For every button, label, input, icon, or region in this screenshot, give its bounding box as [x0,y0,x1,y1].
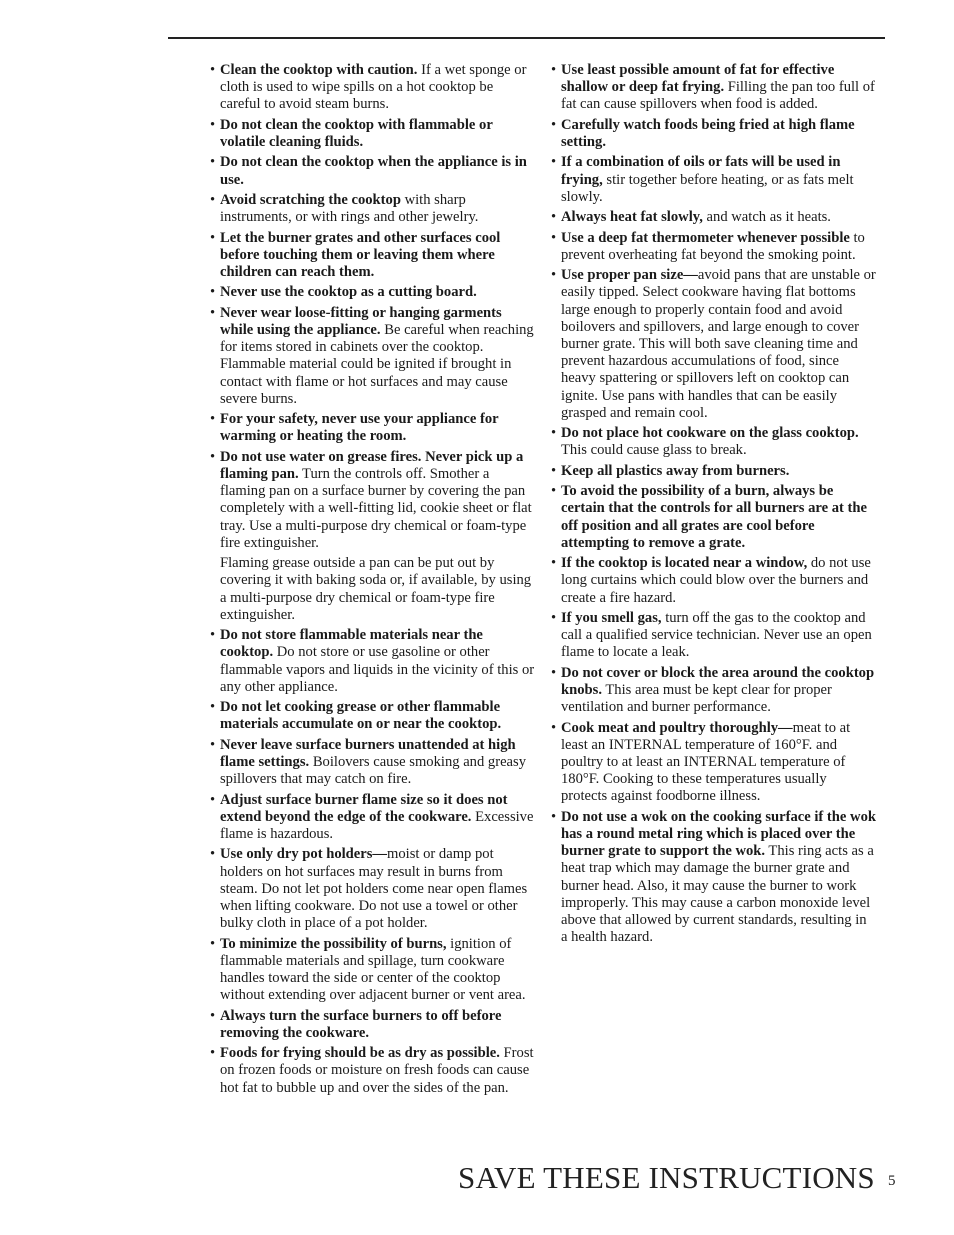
safety-item [551,267,876,422]
item-lead: To avoid the possibility of a burn, always be certain that the controls for all burners are at the off position and all grates are cool before attempting to remove a grate. [561,483,868,551]
bullet-icon: • [210,411,216,428]
bullet-icon: • [551,719,557,736]
item-lead: Always turn the surface burners to off before removing the cookware. [220,1007,502,1041]
item-text: moist or damp pot holders on hot surfaces may result in burns from steam. Do not let pot holders come near open flames when lifting cookware. Do not use a towel or other bulky cloth in place of a pot holder. [220,846,528,932]
item-text: stir together before heating, or as fats melt slowly. [561,171,854,205]
safety-item [551,62,876,114]
grease-paragraph: Flaming grease outside a pan can be put out by covering it with baking soda or, if available, by using a multi-purpose dry chemical or foam-type fire extinguisher. [220,555,532,623]
safety-item [551,463,876,480]
item-lead: Never use the cooktop as a cutting board. [220,284,477,301]
item-text: to prevent overheating fat beyond the smoking point. [561,229,865,263]
item-lead: Always heat fat slowly, [561,209,703,226]
item-lead: Do not store flammable materials near the cooktop. [220,627,483,661]
item-lead: For your safety, never use your appliance for warming or heating the room. [220,411,499,445]
safety-item [551,154,876,206]
safety-item [210,117,536,151]
safety-item [210,936,536,1005]
item-text: Frost on frozen foods or moisture on fresh foods can cause hot fat to bubble up and over the sides of the pan. [220,1045,534,1096]
item-lead: Do not place hot cookware on the glass cooktop. [561,425,859,442]
safety-item [551,665,876,717]
safety-item [210,305,536,408]
bullet-icon: • [551,483,557,500]
bullet-icon: • [551,116,557,133]
bullet-icon: • [210,1045,216,1062]
item-lead: If a combination of oils or fats will be used in frying, [561,154,841,188]
bullet-icon: • [551,209,557,226]
safety-item [210,154,536,188]
bullet-icon: • [210,736,216,753]
item-text: This could cause glass to break. [561,442,747,459]
item-lead: Clean the cooktop with caution. [220,62,418,78]
item-lead: Do not let cooking grease or other flammable materials accumulate on or near the cooktop. [220,699,502,733]
item-lead: Do not cover or block the area around the cooktop knobs. [561,664,875,698]
safety-item [551,555,876,607]
bullet-icon: • [210,699,216,716]
item-lead: Do not use water on grease fires. Never pick up a flaming pan. [220,448,524,482]
bullet-icon: • [210,627,216,644]
item-lead: Use only dry pot holders— [220,846,388,863]
bullet-icon: • [551,462,557,479]
bullet-icon: • [551,808,557,825]
left-column [210,62,536,1100]
safety-item [210,1008,536,1042]
item-text: Excessive flame is hazardous. [220,808,534,842]
bullet-icon: • [551,425,557,442]
bullet-icon: • [551,154,557,171]
item-lead: To minimize the possibility of burns, [220,935,447,952]
safety-item [210,627,536,696]
item-lead: Avoid scratching the cooktop [220,191,401,208]
item-text: Do not store or use gasoline or other flammable vapors and liquids in the vicinity of this or any other appliance. [220,644,535,695]
bullet-icon: • [210,935,216,952]
item-text: Turn the controls off. Smother a flaming pan on a surface burner by covering the pan completely with a well-fitting lid, cookie sheet or flat tray. Use a multi-purpose dry chemical or foam-type fire extinguisher. [220,465,532,551]
item-text: avoid pans that are unstable or easily tipped. Select cookware having flat bottoms large enough to properly contain food and avoid boilovers and spillovers, and large enough to cover burner grate. This will both save cleaning time and prevent hazardous accumulations of food, since heavy spattering or spillovers left on cooktop can ignite. Use pans with handles that can be easily grasped and remain cool. [561,267,876,421]
page-number: 5 [888,1173,896,1189]
item-lead: If the cooktop is located near a window, [561,555,808,572]
bullet-icon: • [551,609,557,626]
safety-item [210,230,536,282]
item-lead: If you smell gas, [561,609,662,626]
safety-item [551,209,876,226]
bullet-icon: • [551,229,557,246]
bullet-icon: • [551,555,557,572]
safety-item [210,737,536,789]
item-text: ignition of flammable materials and spillage, turn cookware handles toward the side or center of the cooktop without extending over adjacent burner or vent area. [220,935,526,1004]
bullet-icon: • [210,448,216,465]
bullet-icon: • [210,116,216,133]
item-lead: Adjust surface burner flame size so it does not extend beyond the edge of the cookware. [220,791,508,825]
safety-item [210,699,536,733]
item-lead: Carefully watch foods being fried at high flame setting. [561,116,855,150]
item-lead: Never wear loose-fitting or hanging garments while using the appliance. [220,304,502,338]
item-text: with sharp instruments, or with rings and other jewelry. [220,191,479,226]
bullet-icon: • [210,284,216,301]
item-lead: Keep all plastics away from burners. [561,462,790,479]
safety-item [210,192,536,226]
safety-item [210,449,536,552]
safety-item [210,846,536,932]
item-text: If a wet sponge or cloth is used to wipe spills on a hot cooktop be careful to avoid steam burns. [220,62,527,113]
item-lead: Use least possible amount of fat for effective shallow or deep fat frying. [561,62,835,96]
safety-item [210,792,536,844]
item-text: This ring acts as a heat trap which may damage the burner grate and burner head. Also, it may cause the burner to work improperly. This may cause a carbon monoxide level above that allowed by current standards, resulting in a health hazard. [561,843,874,946]
bullet-icon: • [210,846,216,863]
bullet-icon: • [551,664,557,681]
safety-item [551,425,876,459]
item-text: do not use long curtains which could blow over the burners and create a fire hazard. [561,555,871,606]
item-text: Be careful when reaching for items stored in cabinets over the cooktop. Flammable material could be ignited if brought in contact with flame or hot surfaces and may cause severe burns. [220,321,534,407]
footer-title: SAVE THESE INSTRUCTIONS [458,1160,875,1195]
safety-item [551,483,876,552]
safety-item [210,1045,536,1097]
item-text: and watch as it heats. [702,209,831,226]
bullet-icon: • [210,154,216,171]
item-lead: Use a deep fat thermometer whenever possible [561,229,850,246]
safety-item [551,720,876,806]
item-text: Filling the pan too full of fat can cause spillovers when food is added. [561,79,875,113]
item-lead: Cook meat and poultry thoroughly— [561,719,793,736]
safety-item [551,117,876,151]
safety-item [551,610,876,662]
bullet-icon: • [210,791,216,808]
item-text: This area must be kept clear for proper ventilation and burner performance. [561,681,832,716]
bullet-icon: • [551,62,557,78]
bullet-icon: • [210,1007,216,1024]
item-lead: Let the burner grates and other surfaces cool before touching them or leaving them where children can reach them. [220,229,501,280]
bullet-icon: • [210,229,216,246]
item-lead: Do not clean the cooktop when the appliance is in use. [220,154,527,188]
safety-item [551,809,876,947]
item-lead: Foods for frying should be as dry as possible. [220,1045,500,1062]
safety-item [210,284,536,301]
bullet-icon: • [210,62,216,78]
safety-item [210,411,536,445]
item-text: Boilovers cause smoking and greasy spillovers that may catch on fire. [220,753,527,788]
right-column [551,62,876,950]
item-lead: Never leave surface burners unattended at high flame settings. [220,736,516,770]
item-lead: Do not clean the cooktop with flammable or volatile cleaning fluids. [220,116,493,150]
item-lead: Do not use a wok on the cooking surface if the wok has a round metal ring which is placed over the burner grate to support the wok. [561,808,876,860]
item-lead: Use proper pan size— [561,267,698,284]
bullet-icon: • [210,304,216,321]
safety-item [551,230,876,264]
safety-item [210,62,536,114]
item-text: turn off the gas to the cooktop and call a qualified service technician. Never use an open flame to locate a leak. [561,609,872,661]
item-text: meat to at least an INTERNAL temperature of 160°F. and poultry to at least an INTERNAL temperature of 180°F. Cooking to these temperatures usually protects against foodborne illness. [561,719,851,805]
top-rule [168,37,885,39]
bullet-icon: • [551,267,557,284]
bullet-icon: • [210,191,216,208]
